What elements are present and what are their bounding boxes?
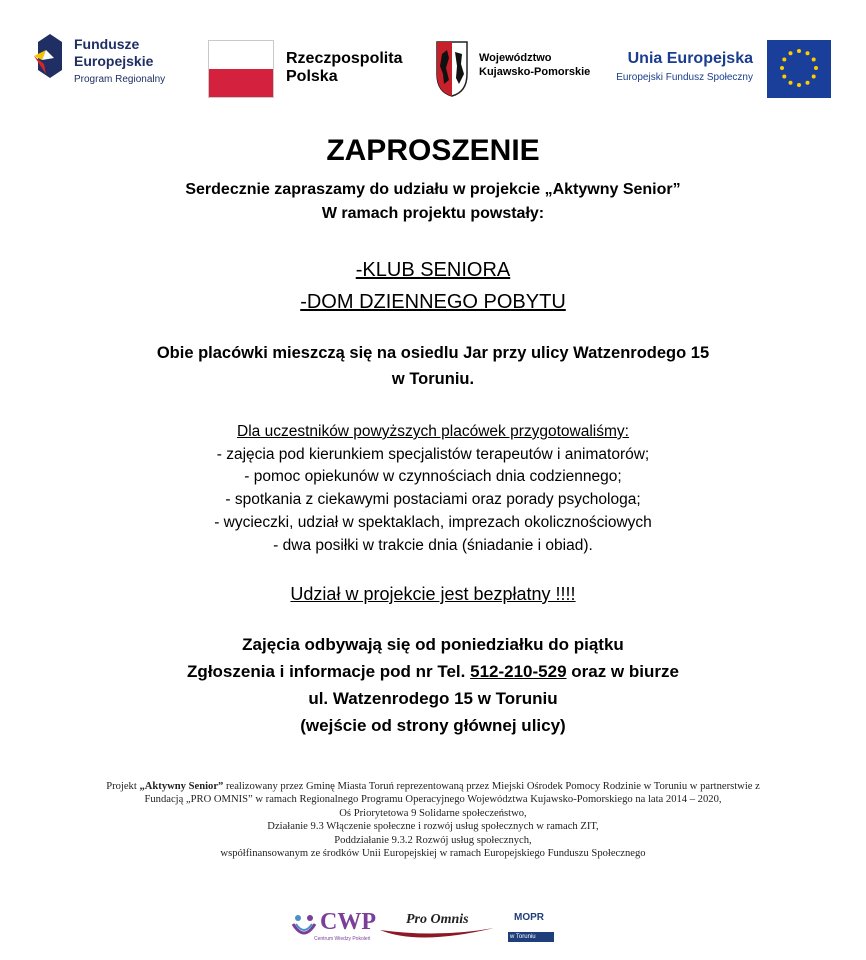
eu-flag-icon [767,40,831,98]
phone-number-link[interactable]: 512-210-529 [470,662,567,681]
fe-star-icon [32,30,68,80]
place-dom-dziennego-pobytu: -DOM DZIENNEGO POBYTU [300,291,566,313]
footer-line: współfinansowanym ze środków Unii Europejskiej w ramach Europejskiego Funduszu Społecznego [220,848,646,860]
intro [0,178,866,226]
header-logos [0,0,866,110]
wojewodztwo-logo [435,40,605,100]
places-list [0,254,866,318]
pro-omnis-text: Pro Omnis [406,912,469,927]
wk-line2: Kujawsko-Pomorskie [479,66,591,78]
offer-heading: Dla uczestników powyższych placówek przygotowaliśmy: [237,423,629,440]
fe-line2: Europejskie [74,53,154,69]
fundusze-europejskie-logo [32,30,182,102]
footer-line: Działanie 9.3 Włączenie społeczne i rozwój usług społecznych w ramach ZIT, [267,821,599,833]
cwp-logo [290,908,376,946]
offer-item: - wycieczki, udział w spektaklach, imprezach okolicznościowych [214,513,652,531]
wk-line1: Województwo [479,52,552,64]
rp-line1: Rzeczpospolita [286,50,403,67]
place-klub-seniora: -KLUB SENIORA [355,259,511,281]
contact-line2-post: oraz w biurze [566,662,679,681]
footer-line: Oś Priorytetowa 9 Solidarne społeczeństwo, [339,807,527,819]
invitation-title: ZAPROSZENIE [326,134,540,167]
offer-section [0,421,866,557]
offer-item: - dwa posiłki w trakcie dnia (śniadanie i obiad). [273,536,593,554]
contact-line3: ul. Watzenrodego 15 w Toruniu [308,689,558,708]
mopr-text: MOPR [514,912,544,923]
contact-info [0,631,866,739]
footer-line: Poddziałanie 9.3.2 Rozwój usług społecznych, [334,834,532,846]
intro-line1: Serdecznie zapraszamy do udziału w projekcie „Aktywny Senior” [185,181,681,198]
cwp-subtext: Centrum Wiedzy Pokoleń [314,936,371,942]
ue-line2: Europejski Fundusz Społeczny [616,72,753,83]
project-name: „Aktywny Senior” [139,781,224,792]
offer-item: - spotkania z ciekawymi postaciami oraz porady psychologa; [225,491,641,509]
rzeczpospolita-logo [208,40,403,100]
ue-line1: Unia Europejska [627,50,753,67]
contact-line4: (wejście od strony głównej ulicy) [300,716,566,735]
contact-line2 [0,658,866,685]
footer-paragraph [90,780,776,807]
footer-p1-post: realizowany przez Gminę Miasta Toruń reprezentowaną przez Miejski Ośrodek Pomocy Rodzinie w Toruniu w partnerstwie z Fundacją „PRO OMNIS” w ramach Regionalnego Programu Operacyjnego Województwa Kujawsko-Pomorskiego na lata 2014 – 2020, [144,781,760,806]
contact-line1: Zajęcia odbywają się od poniedziałku do piątku [242,635,624,654]
mopr-logo [508,910,556,946]
polish-flag-icon [208,40,274,98]
fe-line3: Program Regionalny [74,74,166,85]
free-participation-note: Udział w projekcie jest bezpłatny !!!! [290,584,576,604]
mopr-subtext: w Toruniu [510,934,536,940]
footer-p1-pre: Projekt [106,781,140,792]
rp-line2: Polska [286,68,338,85]
offer-item: - pomoc opiekunów w czynnościach dnia codziennego; [244,468,622,486]
offer-item: - zajęcia pod kierunkiem specjalistów terapeutów i animatorów; [216,445,650,463]
unia-europejska-logo [616,40,835,100]
intro-line2: W ramach projektu powstały: [321,205,545,222]
cwp-text: CWP [320,909,376,935]
location-line1: Obie placówki mieszczą się na osiedlu Jar przy ulicy Watzenrodego 15 [156,344,710,362]
partner-logos [0,900,866,950]
footer-project-info [90,780,776,860]
pro-omnis-logo [378,910,496,944]
contact-line2-pre: Zgłoszenia i informacje pod nr Tel. [187,662,471,681]
voivodeship-crest-icon [435,40,469,98]
fe-line1: Fundusze [74,36,140,52]
location [0,340,866,392]
location-line2: w Toruniu. [391,370,475,388]
